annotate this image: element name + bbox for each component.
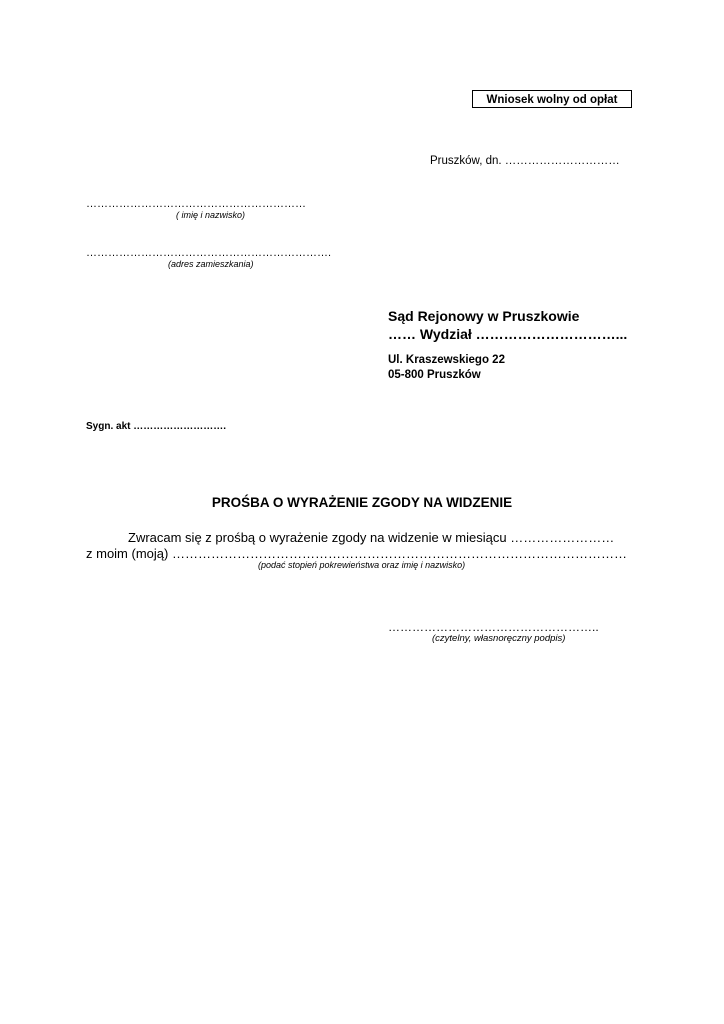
signature-caption: (czytelny, własnoręczny podpis) [432, 633, 566, 644]
applicant-name-dots: …………………………………………………… [86, 198, 306, 210]
request-line-2: z moim (moją) …………………………………………………………………………………………… [86, 546, 627, 561]
case-signature: Sygn. akt ………………………. [86, 421, 227, 432]
place-date-line: Pruszków, dn. ………………………… [430, 155, 620, 167]
document-title: PROŚBA O WYRAŻENIE ZGODY NA WIDZENIE [211, 495, 513, 510]
court-address [388, 353, 505, 383]
court-street: Ul. Kraszewskiego 22 [388, 354, 505, 366]
applicant-address-caption: (adres zamieszkania) [168, 259, 254, 269]
applicant-name-caption: ( imię i nazwisko) [176, 210, 246, 220]
court-department: …… Wydział …………………………... [388, 326, 628, 342]
court-name: Sąd Rejonowy w Pruszkowie [388, 308, 580, 324]
court-city: 05-800 Pruszków [388, 369, 481, 381]
signature-dots: …………………………………………….. [388, 620, 599, 634]
fee-exempt-notice: Wniosek wolny od opłat [472, 90, 632, 108]
relation-caption: (podać stopień pokrewieństwa oraz imię i nazwisko) [258, 560, 466, 570]
request-line-1: Zwracam się z prośbą o wyrażenie zgody na widzenie w miesiącu …………………… [128, 530, 615, 545]
court-block [388, 307, 627, 343]
applicant-address-dots: …………………………………………………………. [86, 247, 332, 259]
